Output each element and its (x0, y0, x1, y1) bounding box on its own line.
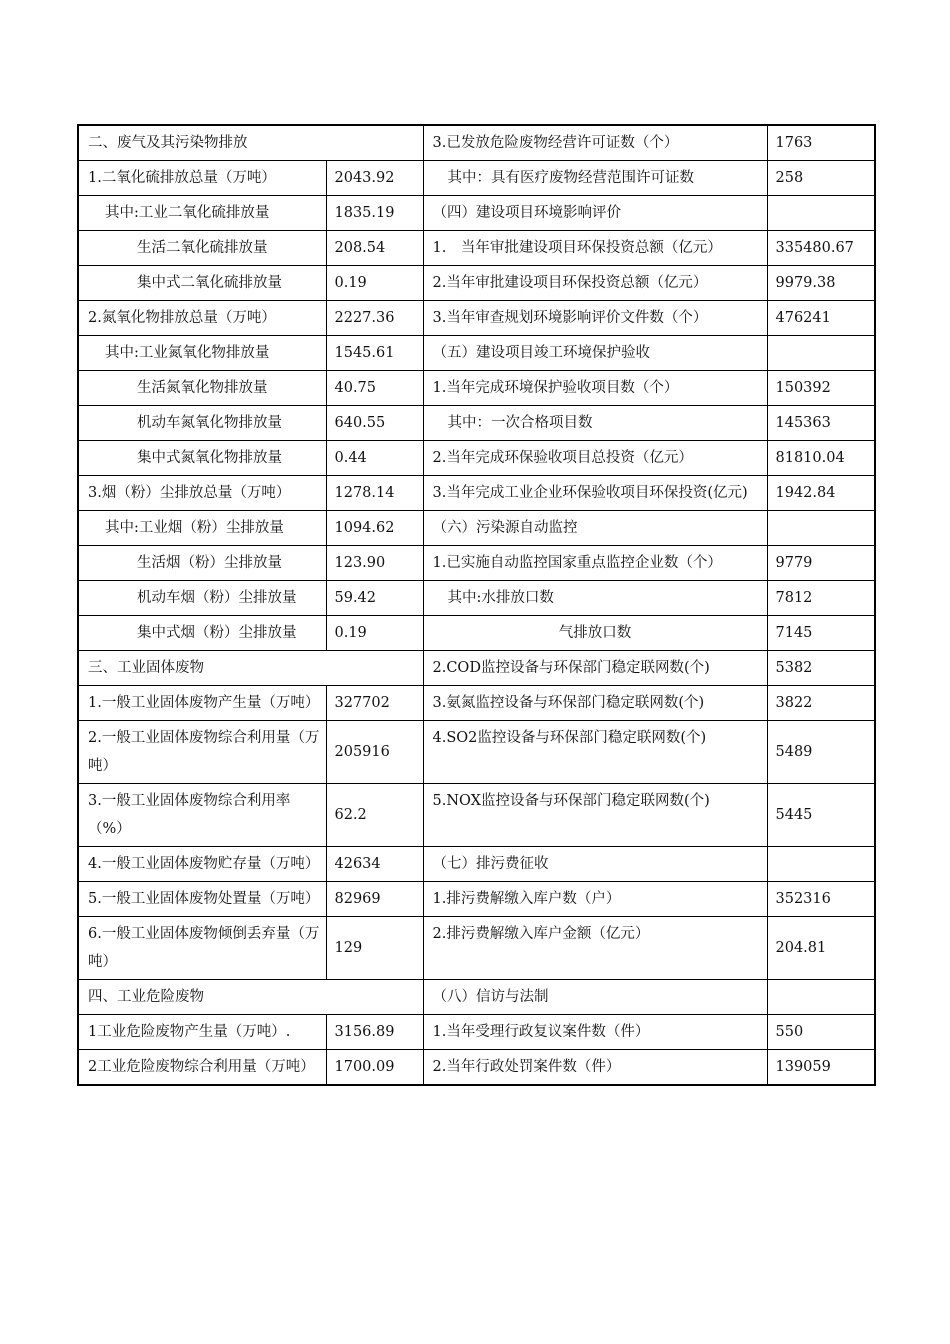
statistics-table-container (77, 124, 876, 1086)
table-row (78, 581, 875, 616)
table-row (78, 1015, 875, 1050)
table-row (78, 511, 875, 546)
table-row (78, 406, 875, 441)
table-row (78, 721, 875, 784)
item-label: 2.当年行政处罚案件数（件） (423, 1050, 767, 1086)
item-value: 3822 (767, 686, 875, 721)
item-value: 0.19 (326, 266, 423, 301)
table-row (78, 546, 875, 581)
item-label: 1.二氧化硫排放总量（万吨） (78, 161, 326, 196)
item-label: 2工业危险废物综合利用量（万吨） (78, 1050, 326, 1086)
item-value: 40.75 (326, 371, 423, 406)
table-row (78, 371, 875, 406)
item-label: 2.当年完成环保验收项目总投资（亿元） (423, 441, 767, 476)
item-value: 1094.62 (326, 511, 423, 546)
item-value: 208.54 (326, 231, 423, 266)
item-label: 3.烟（粉）尘排放总量（万吨） (78, 476, 326, 511)
item-value: 640.55 (326, 406, 423, 441)
environmental-statistics-table (77, 124, 876, 1086)
item-value: 1700.09 (326, 1050, 423, 1086)
item-label: 5.一般工业固体废物处置量（万吨） (78, 882, 326, 917)
item-label: 集中式烟（粉）尘排放量 (78, 616, 326, 651)
item-value: 1763 (767, 125, 875, 161)
item-label: 其中:工业二氧化硫排放量 (78, 196, 326, 231)
item-value: 3156.89 (326, 1015, 423, 1050)
item-value (767, 511, 875, 546)
item-value: 204.81 (767, 917, 875, 980)
item-label: 2.COD监控设备与环保部门稳定联网数(个) (423, 651, 767, 686)
item-label: 3.当年完成工业企业环保验收项目环保投资(亿元) (423, 476, 767, 511)
table-row (78, 476, 875, 511)
item-label: 生活烟（粉）尘排放量 (78, 546, 326, 581)
table-row (78, 336, 875, 371)
table-row (78, 125, 875, 161)
item-value: 9779 (767, 546, 875, 581)
item-value: 476241 (767, 301, 875, 336)
item-label: 1. 当年审批建设项目环保投资总额（亿元） (423, 231, 767, 266)
item-value: 129 (326, 917, 423, 980)
table-row (78, 1050, 875, 1086)
item-label: 1工业危险废物产生量（万吨）. (78, 1015, 326, 1050)
table-row (78, 441, 875, 476)
item-value: 139059 (767, 1050, 875, 1086)
section-heading: 四、工业危险废物 (78, 980, 423, 1015)
item-value: 1545.61 (326, 336, 423, 371)
table-row (78, 784, 875, 847)
table-row (78, 301, 875, 336)
subsection-heading: （四）建设项目环境影响评价 (423, 196, 767, 231)
table-row (78, 686, 875, 721)
table-row (78, 847, 875, 882)
item-value: 42634 (326, 847, 423, 882)
table-row (78, 882, 875, 917)
subsection-heading: （七）排污费征收 (423, 847, 767, 882)
item-value: 59.42 (326, 581, 423, 616)
item-label: 1.当年受理行政复议案件数（件） (423, 1015, 767, 1050)
item-label: 生活氮氧化物排放量 (78, 371, 326, 406)
item-label: 1.已实施自动监控国家重点监控企业数（个） (423, 546, 767, 581)
section-heading: 二、废气及其污染物排放 (78, 125, 423, 161)
item-label: 机动车氮氧化物排放量 (78, 406, 326, 441)
item-value: 145363 (767, 406, 875, 441)
item-label: 生活二氧化硫排放量 (78, 231, 326, 266)
item-label: 3.当年审查规划环境影响评价文件数（个） (423, 301, 767, 336)
item-value: 2227.36 (326, 301, 423, 336)
item-value: 7145 (767, 616, 875, 651)
item-value: 82969 (326, 882, 423, 917)
item-label: 集中式二氧化硫排放量 (78, 266, 326, 301)
item-label: 其中：一次合格项目数 (423, 406, 767, 441)
item-label: 2.一般工业固体废物综合利用量（万吨） (78, 721, 326, 784)
item-label: 气排放口数 (423, 616, 767, 651)
table-row (78, 266, 875, 301)
item-label: 2.当年审批建设项目环保投资总额（亿元） (423, 266, 767, 301)
item-value: 258 (767, 161, 875, 196)
item-value: 5489 (767, 721, 875, 784)
item-value: 62.2 (326, 784, 423, 847)
item-label: 2.排污费解缴入库户金额（亿元） (423, 917, 767, 980)
item-value: 327702 (326, 686, 423, 721)
item-value: 0.19 (326, 616, 423, 651)
item-value: 1835.19 (326, 196, 423, 231)
table-row (78, 231, 875, 266)
item-label: 6.一般工业固体废物倾倒丢弃量（万吨） (78, 917, 326, 980)
item-label: 其中:工业氮氧化物排放量 (78, 336, 326, 371)
item-label: 其中：具有医疗废物经营范围许可证数 (423, 161, 767, 196)
item-label: 4.SO2监控设备与环保部门稳定联网数(个) (423, 721, 767, 784)
section-heading: 三、工业固体废物 (78, 651, 423, 686)
item-value (767, 980, 875, 1015)
item-label: 1.一般工业固体废物产生量（万吨） (78, 686, 326, 721)
item-value: 9979.38 (767, 266, 875, 301)
item-label: 2.氮氧化物排放总量（万吨） (78, 301, 326, 336)
item-value: 150392 (767, 371, 875, 406)
item-value: 5382 (767, 651, 875, 686)
item-value (767, 847, 875, 882)
item-label: 3.已发放危险废物经营许可证数（个） (423, 125, 767, 161)
item-label: 3.一般工业固体废物综合利用率（%） (78, 784, 326, 847)
item-label: 4.一般工业固体废物贮存量（万吨） (78, 847, 326, 882)
item-value: 0.44 (326, 441, 423, 476)
item-label: 1.排污费解缴入库户数（户） (423, 882, 767, 917)
item-value: 7812 (767, 581, 875, 616)
item-value: 5445 (767, 784, 875, 847)
item-label: 3.氨氮监控设备与环保部门稳定联网数(个) (423, 686, 767, 721)
item-value: 352316 (767, 882, 875, 917)
table-row (78, 196, 875, 231)
item-value: 1942.84 (767, 476, 875, 511)
item-value: 1278.14 (326, 476, 423, 511)
table-row (78, 616, 875, 651)
item-label: 1.当年完成环境保护验收项目数（个） (423, 371, 767, 406)
subsection-heading: （五）建设项目竣工环境保护验收 (423, 336, 767, 371)
item-value: 81810.04 (767, 441, 875, 476)
subsection-heading: （八）信访与法制 (423, 980, 767, 1015)
item-label: 其中:工业烟（粉）尘排放量 (78, 511, 326, 546)
subsection-heading: （六）污染源自动监控 (423, 511, 767, 546)
item-value: 335480.67 (767, 231, 875, 266)
table-row (78, 651, 875, 686)
item-value: 205916 (326, 721, 423, 784)
table-row (78, 980, 875, 1015)
item-label: 集中式氮氧化物排放量 (78, 441, 326, 476)
item-value (767, 196, 875, 231)
item-value: 123.90 (326, 546, 423, 581)
item-label: 5.NOX监控设备与环保部门稳定联网数(个) (423, 784, 767, 847)
table-row (78, 161, 875, 196)
item-value: 2043.92 (326, 161, 423, 196)
item-value: 550 (767, 1015, 875, 1050)
item-value (767, 336, 875, 371)
item-label: 机动车烟（粉）尘排放量 (78, 581, 326, 616)
item-label: 其中:水排放口数 (423, 581, 767, 616)
table-row (78, 917, 875, 980)
